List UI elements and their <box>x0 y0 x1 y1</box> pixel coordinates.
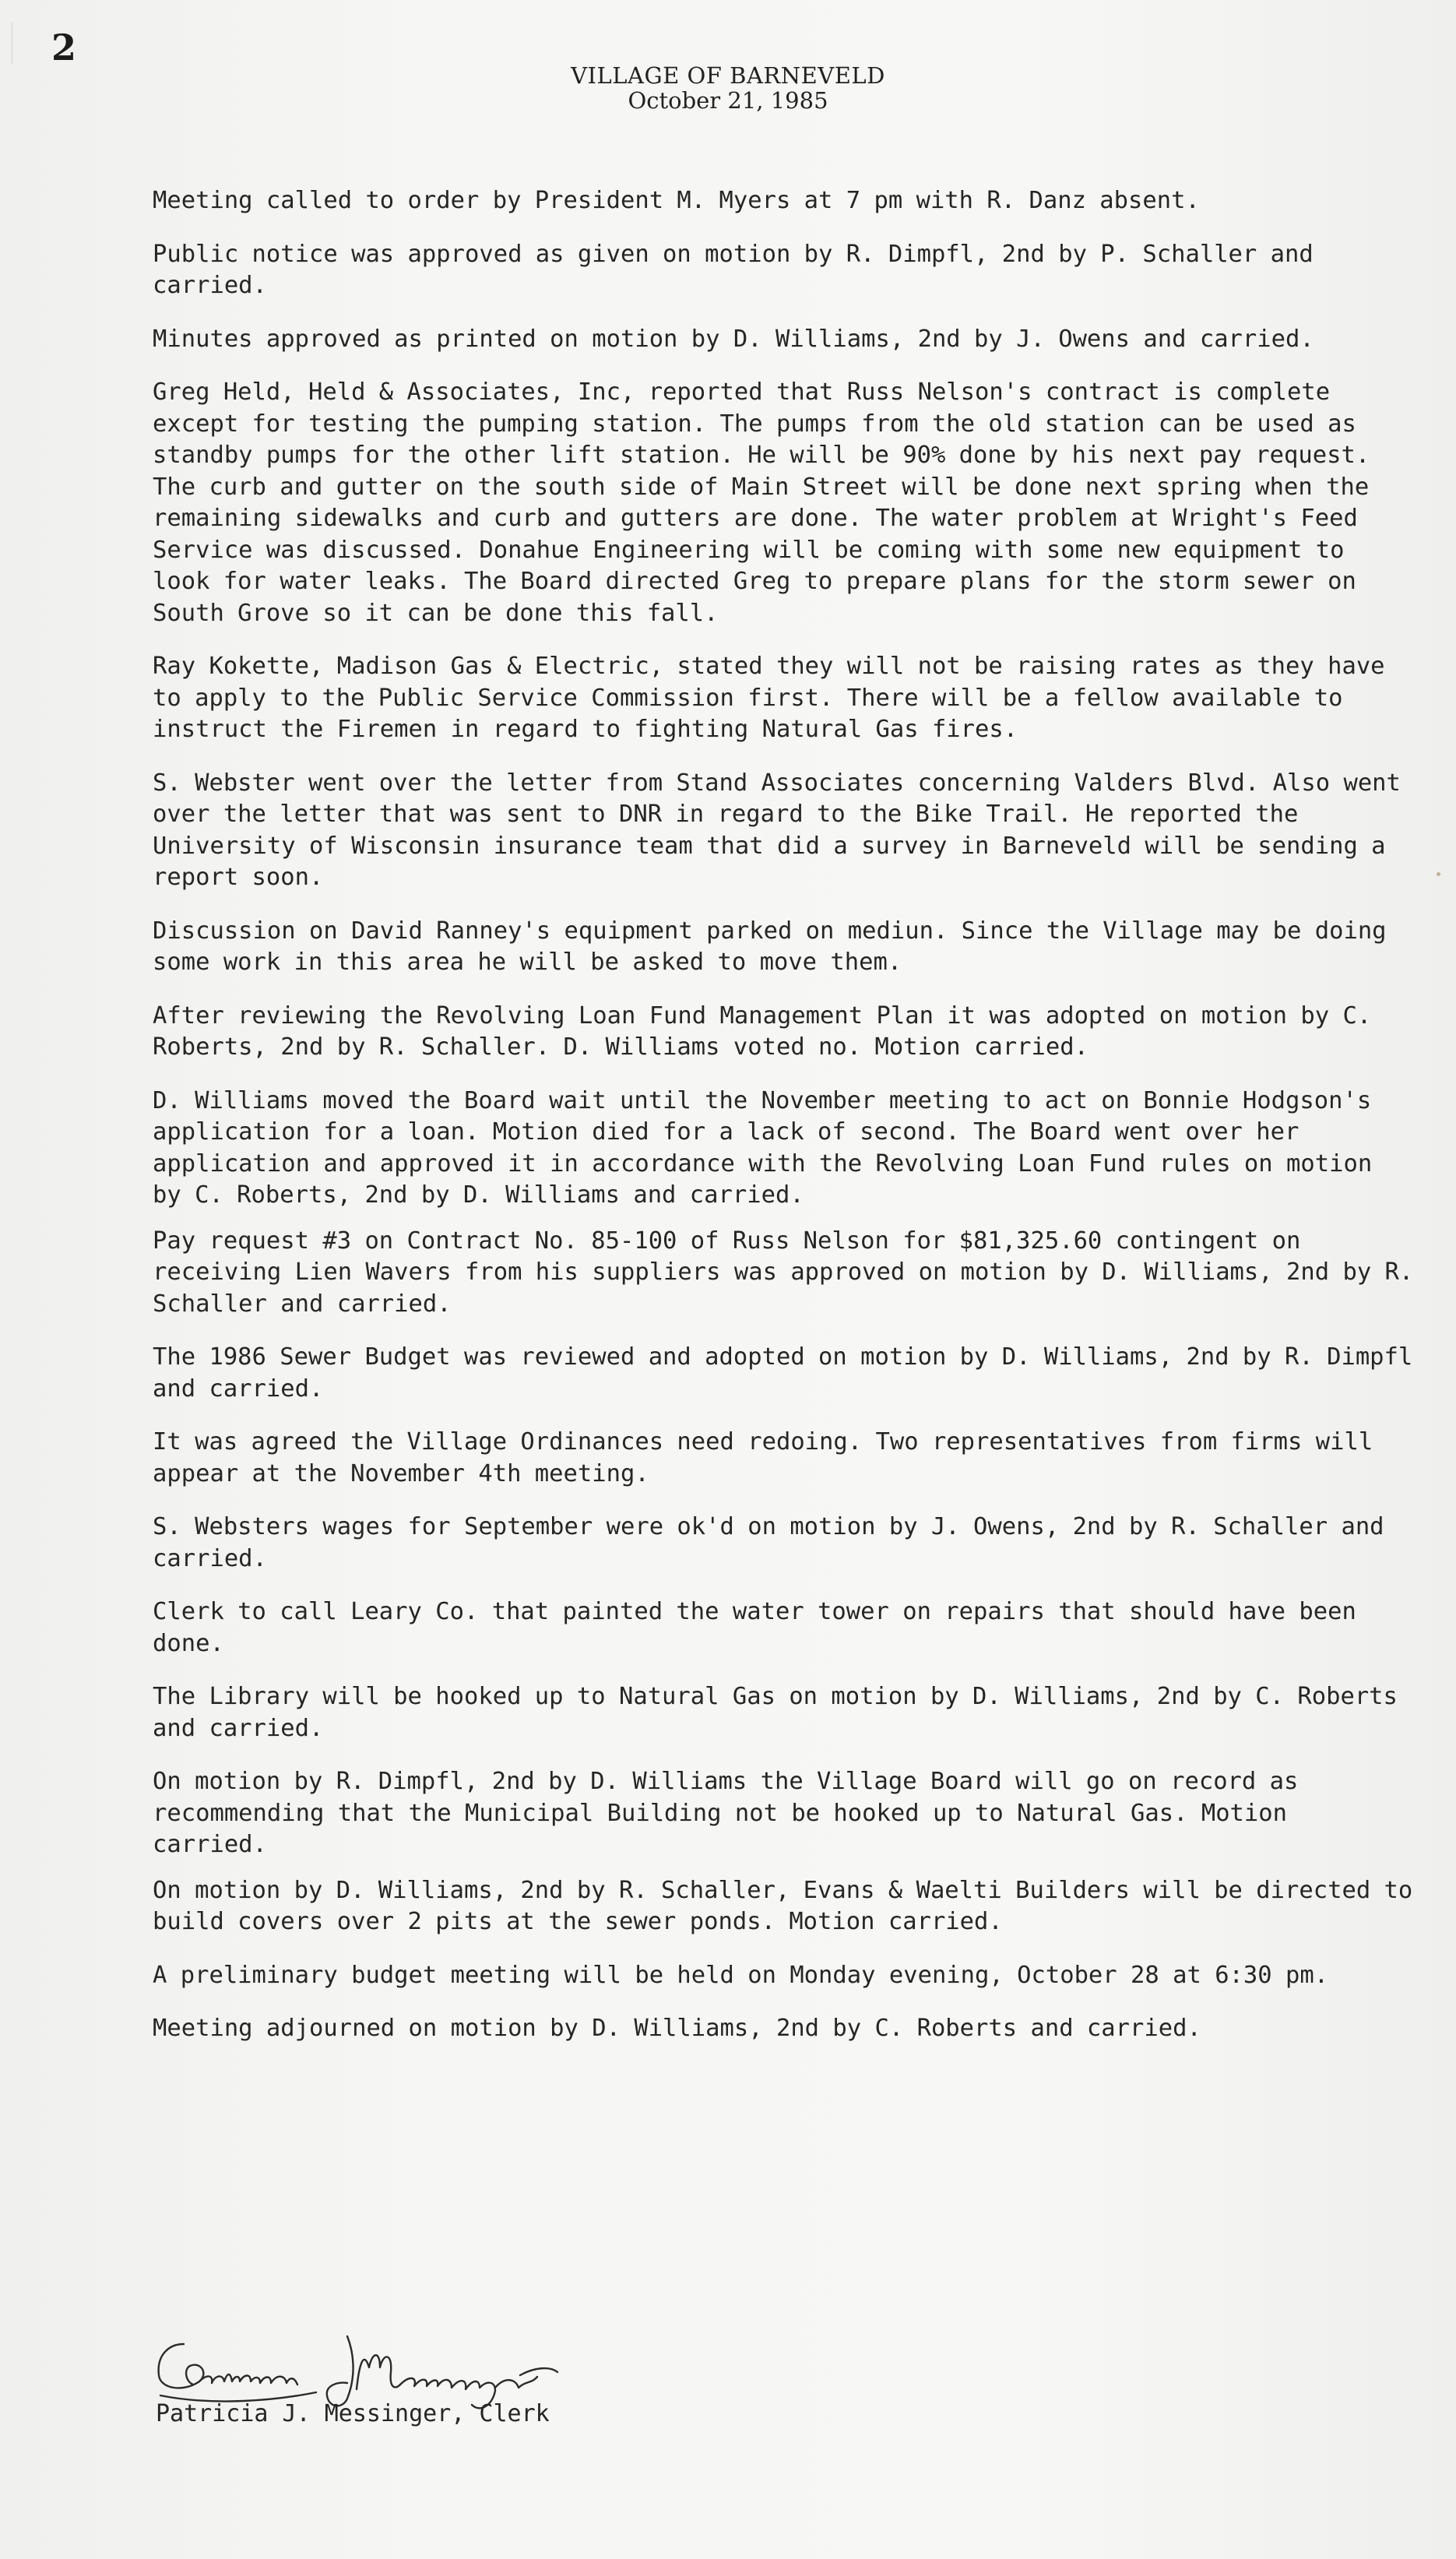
paragraph-webster-report: S. Webster went over the letter from Stand Associates concerning Valders Blvd. Also went over the letter that was sent to DNR in regard to the Bike Trail. He reported the University of Wisconsin insurance team that did a survey in Barneveld will be sending a report soon. <box>153 769 1401 891</box>
paragraph-sewer-budget: The 1986 Sewer Budget was reviewed and adopted on motion by D. Williams, 2nd by R. Dimpfl and carried. <box>153 1343 1413 1403</box>
paragraph-held-report: Greg Held, Held & Associates, Inc, reported that Russ Nelson's contract is complete except for testing the pumping station. The pumps from the old station can be used as standby pumps for the other lift station. He will be 90% done by his next pay request. The curb and gutter on the south side of Main Street will be done next spring when the remaining sidewalks and curb and gutters are done. The water problem at Wright's Feed Service was discussed. Donahue Engineering will be coming with some new equipment to look for water leaks. The Board directed Greg to prepare plans for the storm sewer on South Grove so it can be done this fall. <box>153 378 1370 627</box>
paragraph-adjourned: Meeting adjourned on motion by D. Williams, 2nd by C. Roberts and carried. <box>153 2015 1201 2042</box>
paragraph-public-notice: Public notice was approved as given on motion by R. Dimpfl, 2nd by P. Schaller and carried. <box>153 240 1314 299</box>
paragraph-library-gas: The Library will be hooked up to Natural Gas on motion by D. Williams, 2nd by C. Roberts and carried. <box>153 1683 1398 1742</box>
paragraph-minutes-approved: Minutes approved as printed on motion by D. Williams, 2nd by J. Owens and carried. <box>153 325 1314 353</box>
paper-spot <box>1437 872 1440 876</box>
paragraph-ordinances: It was agreed the Village Ordinances need redoing. Two representatives from firms will appear at the November 4th meeting. <box>153 1428 1373 1487</box>
paragraph-call-to-order: Meeting called to order by President M. Myers at 7 pm with R. Danz absent. <box>153 187 1200 214</box>
document-title: VILLAGE OF BARNEVELD <box>571 62 885 89</box>
paragraph-pay-request: Pay request #3 on Contract No. 85-100 of Russ Nelson for $81,325.60 contingent on receiving Lien Wavers from his suppliers was approved on motion by D. Williams, 2nd by R. Schaller and carried. <box>153 1227 1414 1318</box>
paragraph-sewer-pits: On motion by D. Williams, 2nd by R. Schaller, Evans & Waelti Builders will be directed to build covers over 2 pits at the sewer ponds. Motion carried. <box>153 1876 1413 1935</box>
paragraph-loan-fund-plan: After reviewing the Revolving Loan Fund Management Plan it was adopted on motion by C. Roberts, 2nd by R. Schaller. D. Williams voted no. Motion carried. <box>153 1001 1372 1061</box>
paragraph-budget-meeting: A preliminary budget meeting will be held on Monday evening, October 28 at 6:30 pm. <box>153 1961 1329 1989</box>
clerk-name: Patricia J. Messinger, Clerk <box>156 2400 550 2427</box>
paragraph-municipal-building: On motion by R. Dimpfl, 2nd by D. Williams the Village Board will go on record as recommending that the Municipal Building not be hooked up to Natural Gas. Motion carried. <box>153 1768 1299 1858</box>
paragraph-ranney-equipment: Discussion on David Ranney's equipment parked on mediun. Since the Village may be doing some work in this area he will be asked to move them. <box>153 917 1387 976</box>
minutes-body <box>153 185 1414 2067</box>
paragraph-water-tower: Clerk to call Leary Co. that painted the water tower on repairs that should have been done. <box>153 1598 1356 1657</box>
binding-mark <box>11 23 37 64</box>
page-number: 2 <box>51 26 77 69</box>
paragraph-mge-report: Ray Kokette, Madison Gas & Electric, stated they will not be raising rates as they have to apply to the Public Service Commission first. There will be a fellow available to instruct the Firemen in regard to fighting Natural Gas fires. <box>153 653 1385 743</box>
meeting-date: October 21, 1985 <box>628 87 828 114</box>
paragraph-webster-wages: S. Websters wages for September were ok'd on motion by J. Owens, 2nd by R. Schaller and carried. <box>153 1513 1384 1572</box>
paragraph-hodgson-loan: D. Williams moved the Board wait until the November meeting to act on Bonnie Hodgson's application for a loan. Motion died for a lack of second. The Board went over her application and approved it in accordance with the Revolving Loan Fund rules on motion by C. Roberts, 2nd by D. Williams and carried. <box>153 1086 1373 1209</box>
